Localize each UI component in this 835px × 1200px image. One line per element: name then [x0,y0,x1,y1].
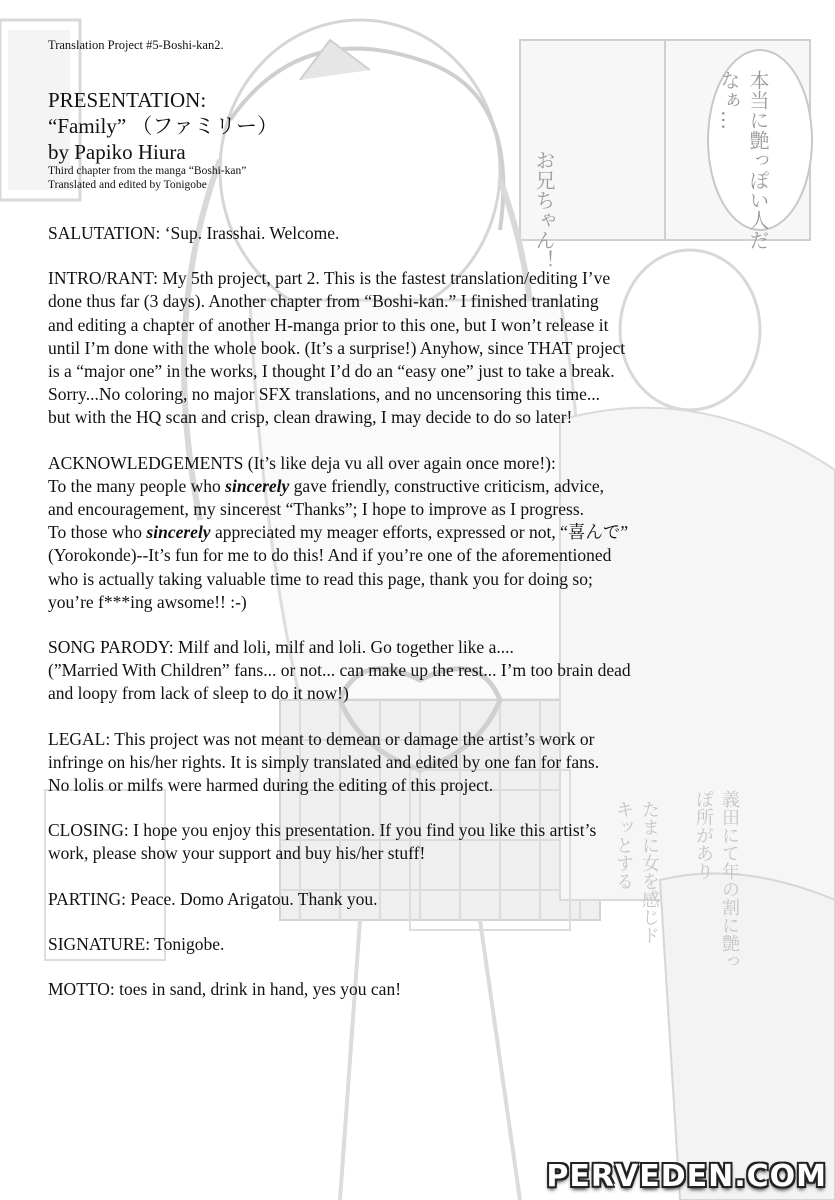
narration-box-2: たまに女を感じドキッとする [613,800,660,944]
signature-text: SIGNATURE: Tonigobe. [48,933,225,954]
ack-line: who is actually taking valuable time to read this page, thank you for doing so; [48,568,593,589]
speech-bubble-1: 本当に艶っぽい人だなぁ… [717,70,770,250]
author-line: by Papiko Hiura [48,140,186,164]
intro-line: INTRO/RANT: My 5th project, part 2. This is the fastest translation/editing I’ve [48,268,611,289]
legal-line: No lolis or milfs were harmed during the editing of this project. [48,775,494,796]
manga-title: “Family” （ファミリー） [48,114,278,138]
legal-section [48,728,808,798]
intro-line: until I’m done with the whole book. (It’s a surprise!) Anyhow, since THAT project [48,337,626,358]
translation-notes [48,38,808,1023]
parting-section [48,888,808,911]
chapter-note: Third chapter from the manga “Boshi-kan” [48,165,247,177]
ack-emphasis: sincerely [146,522,211,543]
song-line: (”Married With Children” fans... or not... can make up the rest... I’m too brain dead [48,660,631,681]
salutation-text: SALUTATION: ‘Sup. Irasshai. Welcome. [48,223,340,243]
closing-line: CLOSING: I hope you enjoy this presentation. If you find you like this artist’s [48,820,597,841]
intro-line: but with the HQ scan and crisp, clean drawing, I may decide to do so later! [48,407,573,428]
translator-note: Translated and edited by Tonigobe [48,178,207,191]
legal-line: LEGAL: This project was not meant to demean or damage the artist’s work or [48,728,595,749]
site-watermark: PERVEDEN.COM [546,1159,827,1194]
intro-line: is a “major one” in the works, I thought I’d do an “easy one” just to take a break. [48,361,615,382]
song-parody-section [48,636,808,706]
acknowledgements-section [48,452,808,614]
narration-box-1: 義田にて年の割に艶っぽ所があり [693,790,740,970]
intro-section [48,267,808,429]
ack-line: you’re f***ing awsome!! :-) [48,591,247,612]
signature-section [48,933,808,956]
salutation-section [48,222,808,245]
ack-text: To the many people who [48,475,226,496]
ack-emphasis: sincerely [225,475,290,496]
parting-text: PARTING: Peace. Domo Arigatou. Thank you. [48,888,378,909]
motto-section [48,978,808,1001]
ack-line [48,521,808,544]
intro-line: done thus far (3 days). Another chapter from “Boshi-kan.” I finished tranlating [48,291,599,312]
ack-line: (Yorokonde)--It’s fun for me to do this! And if you’re one of the aforementioned [48,545,612,566]
speech-bubble-2: お兄ちゃん！ [532,150,556,270]
ack-line: and encouragement, my sincerest “Thanks”; I hope to improve as I progress. [48,499,585,520]
intro-line: and editing a chapter of another H-manga prior to this one, but I won’t release it [48,314,609,335]
song-line: and loopy from lack of sleep to do it now!) [48,683,349,704]
motto-text: MOTTO: toes in sand, drink in hand, yes you can! [48,979,402,1000]
ack-line [48,475,808,498]
ack-text: gave friendly, constructive criticism, advice, [289,475,605,496]
legal-line: infringe on his/her rights. It is simply translated and edited by one fan for fans. [48,751,600,772]
ack-text: appreciated my meager efforts, expressed or not, “喜んで” [210,522,629,543]
presentation-heading: PRESENTATION: [48,88,207,112]
closing-section [48,819,808,865]
song-line: SONG PARODY: Milf and loli, milf and loli. Go together like a.... [48,637,514,658]
ack-text: To those who [48,522,147,543]
closing-line: work, please show your support and buy his/her stuff! [48,843,426,864]
project-line: Translation Project #5-Boshi-kan2. [48,38,224,52]
intro-line: Sorry...No coloring, no major SFX translations, and no uncensoring this time... [48,384,601,405]
ack-line: ACKNOWLEDGEMENTS (It’s like deja vu all over again once more!): [48,452,556,473]
